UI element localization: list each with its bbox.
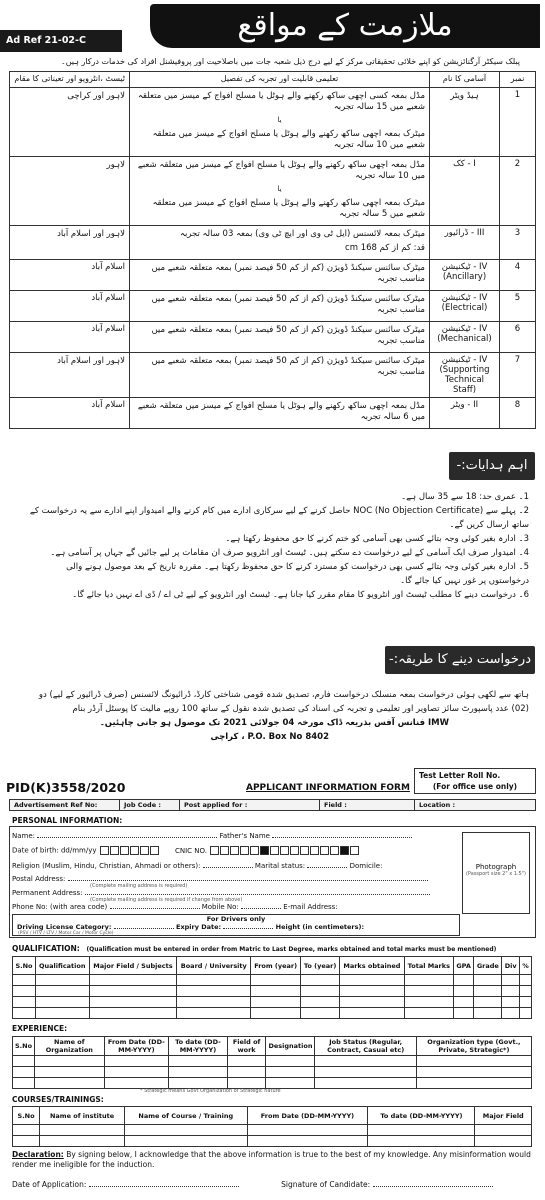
job-location: اسلام آباد xyxy=(10,322,130,353)
course-cell[interactable] xyxy=(368,1125,475,1136)
job-row xyxy=(10,398,536,429)
jobs-table-header xyxy=(10,72,536,88)
experience-cell[interactable] xyxy=(315,1078,416,1089)
qualification-line: مڈل بمعہ اچھی ساکھ رکھنے والے ہوٹل یا مسلح افواج کے میسز میں متعلقہ شعبے میں 6 سالہ تجربہ xyxy=(137,401,425,422)
qualification-cell[interactable] xyxy=(404,1008,453,1019)
declaration-text: By signing below, I acknowledge that the above information is true to the best of my knowledge. Any misinformation would render me ineligible for the induction. xyxy=(12,1150,531,1169)
experience-col: Name of Organization xyxy=(35,1037,105,1056)
experience-col: Field of work xyxy=(227,1037,266,1056)
qualification-cell[interactable] xyxy=(89,997,177,1008)
job-row xyxy=(10,157,536,226)
field-field[interactable]: Field : xyxy=(320,800,415,810)
courses-heading: COURSES/TRAININGS: xyxy=(12,1095,104,1104)
qualification-col: Grade xyxy=(474,957,502,975)
experience-row xyxy=(13,1056,532,1067)
job-qualification xyxy=(130,291,430,322)
job-code-field[interactable]: Job Code : xyxy=(120,800,180,810)
job-number: 1 xyxy=(500,88,536,157)
job-post: کک - I xyxy=(430,157,500,226)
experience-cell[interactable] xyxy=(416,1078,531,1089)
qualification-cell[interactable] xyxy=(251,975,301,986)
date-label: Date of Application: xyxy=(12,1180,87,1189)
qualification-line: میٹرک بمعہ اچھی ساکھ رکھنے والے ہوٹل یا مسلح افواج کے میسز میں متعلقہ شعبے میں 5 سالہ تجربہ xyxy=(152,198,425,219)
experience-cell[interactable] xyxy=(266,1078,315,1089)
experience-cell[interactable] xyxy=(104,1056,169,1067)
qualification-col: S.No xyxy=(13,957,36,975)
job-number: 3 xyxy=(500,226,536,260)
apply-text xyxy=(24,688,529,744)
qualification-cell[interactable] xyxy=(251,997,301,1008)
qualification-cell[interactable] xyxy=(13,1008,36,1019)
job-post: ٹیکنیشن - IV (Mechanical) xyxy=(430,322,500,353)
course-cell[interactable] xyxy=(125,1125,248,1136)
name-input[interactable] xyxy=(37,837,217,838)
job-qualification xyxy=(130,322,430,353)
apply-pobox: P.O. Box No 8402 ، کراچی xyxy=(210,732,329,742)
qualification-cell[interactable] xyxy=(453,975,473,986)
course-col: Major Field xyxy=(475,1107,532,1125)
qualification-cell[interactable] xyxy=(89,975,177,986)
job-number: 4 xyxy=(500,260,536,291)
experience-cell[interactable] xyxy=(13,1078,35,1089)
job-number: 8 xyxy=(500,398,536,429)
experience-cell[interactable] xyxy=(13,1056,35,1067)
qualification-cell[interactable] xyxy=(340,975,405,986)
qualification-line: میٹرک سائنس سیکنڈ ڈویژن (کم از کم 50 فیصد نمبر) بمعہ متعلقہ شعبے میں مناسب تجربہ xyxy=(151,356,425,377)
course-col: From Date (DD-MM-YYYY) xyxy=(247,1107,368,1125)
qualification-cell[interactable] xyxy=(502,986,520,997)
job-post: ہیڈ ویٹر xyxy=(430,88,500,157)
name-row xyxy=(12,832,442,840)
license-cat-label: Driving License Category: xyxy=(17,923,112,931)
qualification-cell[interactable] xyxy=(35,986,89,997)
experience-col: Organization type (Govt., Private, Strategic*) xyxy=(416,1037,531,1056)
qualification-cell[interactable] xyxy=(35,997,89,1008)
experience-cell[interactable] xyxy=(227,1078,266,1089)
course-col: To date (DD-MM-YYYY) xyxy=(368,1107,475,1125)
post-applied-field[interactable]: Post applied for : xyxy=(180,800,320,810)
course-col: S.No xyxy=(13,1107,40,1125)
qualification-cell[interactable] xyxy=(89,1008,177,1019)
ad-ref: Ad Ref 21-02-C xyxy=(0,30,122,52)
religion-row xyxy=(12,862,442,870)
job-number: 6 xyxy=(500,322,536,353)
drivers-only-label: For Drivers only xyxy=(206,915,266,923)
experience-row xyxy=(13,1067,532,1078)
experience-cell[interactable] xyxy=(315,1067,416,1078)
qualification-line: مڈل بمعہ اچھی ساکھ رکھنے والے ہوٹل یا مسلح افواج کے میسز میں متعلقہ شعبے میں 10 سالہ تجربہ xyxy=(137,160,425,181)
course-cell[interactable] xyxy=(475,1125,532,1136)
qualification-cell[interactable] xyxy=(301,997,340,1008)
qualification-cell[interactable] xyxy=(301,986,340,997)
experience-table xyxy=(12,1036,532,1089)
job-post: ٹیکنیشن - IV (Supporting Technical Staff) xyxy=(430,353,500,398)
qualification-cell[interactable] xyxy=(13,997,36,1008)
experience-cell[interactable] xyxy=(35,1056,105,1067)
qualification-line: میٹرک سائنس سیکنڈ ڈویژن (کم از کم 50 فیصد نمبر) بمعہ متعلقہ شعبے میں مناسب تجربہ xyxy=(151,263,425,284)
qualification-line: میٹرک بمعہ لائسنس (ایل ٹی وی اور ایچ ٹی وی) بمعہ 03 سالہ تجربہ xyxy=(179,229,425,239)
jobs-table xyxy=(9,71,536,429)
or-separator: یا xyxy=(277,185,282,193)
qualification-cell[interactable] xyxy=(502,997,520,1008)
permanent-hint: (Complete mailing address is required if change from above) xyxy=(90,897,243,903)
experience-cell[interactable] xyxy=(104,1067,169,1078)
dob-row xyxy=(12,846,442,855)
job-row xyxy=(10,291,536,322)
course-cell[interactable] xyxy=(247,1136,368,1147)
qualification-row xyxy=(13,986,532,997)
col-location: ٹیسٹ ،انٹرویو اور تعیناتی کا مقام xyxy=(10,72,130,88)
instructions-list xyxy=(24,490,529,602)
job-row xyxy=(10,88,536,157)
form-title: APPLICANT INFORMATION FORM xyxy=(246,783,410,793)
course-cell[interactable] xyxy=(475,1136,532,1147)
phone-row xyxy=(12,903,442,911)
qualification-cell[interactable] xyxy=(453,997,473,1008)
qualification-cell[interactable] xyxy=(404,986,453,997)
qualification-cell[interactable] xyxy=(251,986,301,997)
marital-input[interactable] xyxy=(307,867,347,868)
or-separator: یا xyxy=(277,116,282,124)
experience-cell[interactable] xyxy=(35,1067,105,1078)
job-location: اسلام آباد xyxy=(10,260,130,291)
job-location: لاہور اور اسلام آباد xyxy=(10,226,130,260)
permanent-label: Permanent Address: xyxy=(12,889,83,897)
instruction-item: 1۔ عمری حد: 18 سے 35 سال ہے۔ xyxy=(401,492,529,502)
experience-header xyxy=(13,1037,532,1056)
permanent-input[interactable] xyxy=(85,894,430,895)
job-post: ڈرائیور - III xyxy=(430,226,500,260)
qualification-col: Div xyxy=(502,957,520,975)
qualification-cell[interactable] xyxy=(340,997,405,1008)
job-qualification xyxy=(130,157,430,226)
experience-cell[interactable] xyxy=(169,1067,228,1078)
religion-label: Religion (Muslim, Hindu, Christian, Ahmadi or others): xyxy=(12,862,201,870)
qualification-col: Major Field / Subjects xyxy=(89,957,177,975)
job-qualification xyxy=(130,353,430,398)
course-cell[interactable] xyxy=(247,1125,368,1136)
test-roll-box[interactable] xyxy=(414,768,536,794)
qualification-cell[interactable] xyxy=(519,975,531,986)
job-qualification xyxy=(130,398,430,429)
qualification-row xyxy=(13,1008,532,1019)
signature-input[interactable] xyxy=(373,1186,493,1187)
course-row xyxy=(13,1136,532,1147)
declaration xyxy=(12,1150,532,1170)
experience-col: Job Status (Regular, Contract, Casual etc) xyxy=(315,1037,416,1056)
qualification-cell[interactable] xyxy=(519,986,531,997)
qualification-header xyxy=(13,957,532,975)
job-row xyxy=(10,353,536,398)
page-title: ملازمت کے مواقع xyxy=(150,4,540,48)
qualification-cell[interactable] xyxy=(502,975,520,986)
qualification-cell[interactable] xyxy=(474,975,502,986)
qualification-cell[interactable] xyxy=(251,1008,301,1019)
instructions-heading: اہم ہدایات:- xyxy=(449,452,535,480)
col-qualification: تعلیمی قابلیت اور تجربہ کی تفصیل xyxy=(130,72,430,88)
job-location: لاہور اور کراچی xyxy=(10,88,130,157)
test-roll-label: Test Letter Roll No. xyxy=(419,771,501,780)
job-number: 5 xyxy=(500,291,536,322)
experience-cell[interactable] xyxy=(169,1056,228,1067)
qualification-col: Qualification xyxy=(35,957,89,975)
instruction-item: 3۔ ادارہ بغیر کوئی وجہ بتائے کسی بھی آسامی کو ختم کرنے کا حق محفوظ رکھتا ہے۔ xyxy=(225,534,529,544)
qualification-col: From (year) xyxy=(251,957,301,975)
drivers-row xyxy=(13,923,459,931)
experience-note: * Strategic means Govt Organization of Strategic nature xyxy=(140,1088,281,1094)
experience-heading: EXPERIENCE: xyxy=(12,1024,68,1033)
mobile-input[interactable] xyxy=(241,908,281,909)
apply-heading: درخواست دینے کا طریقہ:- xyxy=(385,646,535,674)
photo-box[interactable] xyxy=(462,832,530,914)
religion-input[interactable] xyxy=(203,867,253,868)
domicile-label: Domicile: xyxy=(349,862,383,870)
qualification-row xyxy=(13,975,532,986)
location-field[interactable]: Location : xyxy=(419,801,456,809)
qualification-cell[interactable] xyxy=(404,997,453,1008)
qualification-cell[interactable] xyxy=(404,975,453,986)
job-location: اسلام آباد xyxy=(10,398,130,429)
qualification-title: QUALIFICATION: xyxy=(12,944,80,953)
qualification-cell[interactable] xyxy=(13,986,36,997)
job-post: ٹیکنیشن - IV (Electrical) xyxy=(430,291,500,322)
ad-ref-field[interactable]: Advertisement Ref No: xyxy=(10,800,120,810)
job-post: ٹیکنیشن - IV (Ancillary) xyxy=(430,260,500,291)
form-top-bar xyxy=(9,799,536,811)
dob-cells[interactable] xyxy=(99,847,159,855)
mobile-label: Mobile No: xyxy=(201,903,239,911)
qualification-table xyxy=(12,956,532,1019)
experience-cell[interactable] xyxy=(227,1067,266,1078)
postal-hint: (Complete mailing address is required) xyxy=(90,883,188,889)
qualification-cell[interactable] xyxy=(35,975,89,986)
qualification-cell[interactable] xyxy=(474,997,502,1008)
course-cell[interactable] xyxy=(368,1136,475,1147)
course-cell[interactable] xyxy=(13,1136,40,1147)
phone-input[interactable] xyxy=(110,908,200,909)
qualification-cell[interactable] xyxy=(453,1008,473,1019)
course-cell[interactable] xyxy=(40,1136,125,1147)
qualification-cell[interactable] xyxy=(177,975,251,986)
experience-cell[interactable] xyxy=(416,1056,531,1067)
office-use-label: (For office use only) xyxy=(432,782,518,791)
experience-cell[interactable] xyxy=(416,1067,531,1078)
qualification-col: % xyxy=(519,957,531,975)
qualification-line: میٹرک بمعہ اچھی ساکھ رکھنے والے ہوٹل یا مسلح افواج کے میسز میں متعلقہ شعبے میں 10 سالہ تجربہ xyxy=(152,129,425,150)
date-input[interactable] xyxy=(89,1186,239,1187)
experience-col: Designation xyxy=(266,1037,315,1056)
declaration-label: Declaration: xyxy=(12,1150,64,1159)
qualification-col: To (year) xyxy=(301,957,340,975)
qualification-cell[interactable] xyxy=(13,975,36,986)
experience-cell[interactable] xyxy=(266,1067,315,1078)
experience-cell[interactable] xyxy=(315,1056,416,1067)
course-cell[interactable] xyxy=(13,1125,40,1136)
job-number: 7 xyxy=(500,353,536,398)
job-location: لاہور اور اسلام آباد xyxy=(10,353,130,398)
photo-label: Photograph xyxy=(475,863,517,871)
experience-col: From Date (DD-MM-YYYY) xyxy=(104,1037,169,1056)
qualification-cell[interactable] xyxy=(340,1008,405,1019)
qualification-cell[interactable] xyxy=(519,997,531,1008)
experience-row xyxy=(13,1078,532,1089)
course-cell[interactable] xyxy=(125,1136,248,1147)
job-location: اسلام آباد xyxy=(10,291,130,322)
fathers-name-input[interactable] xyxy=(272,837,412,838)
postal-input[interactable] xyxy=(68,880,428,881)
qualification-cell[interactable] xyxy=(177,1008,251,1019)
job-qualification xyxy=(130,88,430,157)
expiry-label: Expiry Date: xyxy=(176,923,222,931)
qualification-cell[interactable] xyxy=(35,1008,89,1019)
courses-table xyxy=(12,1106,532,1147)
instruction-item: 2۔ پہلے سے NOC (No Objection Certificate) حاصل کرنے کے لیے سرکاری ادارے میں کام کرنے والے امیدوار اپنے ادارے سے یہ درخواست کے ساتھ ارسال کریں گے۔ xyxy=(29,506,529,530)
instruction-item: 5۔ ادارہ بغیر کوئی وجہ بتائے کسی بھی درخواست کو مسترد کرنے کا حق محفوظ رکھتا ہے۔ مقررہ تاریخ کے بعد موصول ہونے والی درخواستوں پر غور نہیں کیا جائے گا۔ xyxy=(66,562,529,586)
qualification-line: میٹرک سائنس سیکنڈ ڈویژن (کم از کم 50 فیصد نمبر) بمعہ متعلقہ شعبے میں مناسب تجربہ xyxy=(151,325,425,346)
email-label: E-mail Address: xyxy=(283,903,338,911)
job-location: لاہور xyxy=(10,157,130,226)
job-qualification xyxy=(130,260,430,291)
experience-col: S.No xyxy=(13,1037,35,1056)
qualification-heading xyxy=(12,944,537,953)
license-cat-input[interactable] xyxy=(114,928,174,929)
col-number: نمبر xyxy=(500,72,536,88)
cnic-cells[interactable] xyxy=(209,847,359,855)
course-col: Name of institute xyxy=(40,1107,125,1125)
height-label: Height (in centimeters): xyxy=(275,923,365,931)
qualification-line: مڈل بمعہ کسی اچھی ساکھ رکھنے والے ہوٹل یا مسلح افواج کے میسز میں متعلقہ شعبے میں 15 سالہ تجربہ xyxy=(137,91,425,112)
instruction-item: 6۔ درخواست دینے کا مطلب ٹیسٹ اور انٹرویو کا مقام مقرر کیا جانا ہے۔ ٹیسٹ اور انٹرویو کے لیے ٹی اے / ڈی اے نہیں دیا جائے گا۔ xyxy=(72,590,529,600)
col-post: آسامی کا نام xyxy=(430,72,500,88)
experience-cell[interactable] xyxy=(13,1067,35,1078)
postal-row xyxy=(12,875,442,883)
job-row xyxy=(10,260,536,291)
marital-label: Marital status: xyxy=(254,862,306,870)
qualification-cell[interactable] xyxy=(177,986,251,997)
course-row xyxy=(13,1125,532,1136)
qualification-cell[interactable] xyxy=(301,1008,340,1019)
postal-label: Postal Address: xyxy=(12,875,66,883)
qualification-cell[interactable] xyxy=(89,986,177,997)
pid-number: PID(K)3558/2020 xyxy=(6,780,126,795)
experience-col: To date (DD-MM-YYYY) xyxy=(169,1037,228,1056)
qualification-cell[interactable] xyxy=(519,1008,531,1019)
qualification-note: (Qualification must be entered in order from Matric to Last Degree, marks obtained and total marks must be mentioned) xyxy=(86,946,497,953)
job-qualification xyxy=(130,226,430,260)
instruction-item: 4۔ امیدوار صرف ایک آسامی کے لیے درخواست دے سکتے ہیں۔ ٹیسٹ اور انٹرویو صرف ان مقامات پر لیے جائیں گے جہاں پر آسامی ہے۔ xyxy=(50,548,529,558)
qualification-line: میٹرک سائنس سیکنڈ ڈویژن (کم از کم 50 فیصد نمبر) بمعہ متعلقہ شعبے میں مناسب تجربہ xyxy=(151,294,425,315)
qualification-cell[interactable] xyxy=(474,1008,502,1019)
qualification-col: Total Marks xyxy=(404,957,453,975)
name-label: Name: xyxy=(12,832,36,840)
experience-cell[interactable] xyxy=(227,1056,266,1067)
dob-label: Date of birth: dd/mm/yy xyxy=(12,846,97,855)
signature-row xyxy=(12,1180,532,1189)
qualification-cell[interactable] xyxy=(301,975,340,986)
permanent-row xyxy=(12,889,442,897)
qualification-cell[interactable] xyxy=(474,986,502,997)
intro-text: پبلک سیکٹر آرگنائزیشن کو اپنے خلائی تحقیقاتی مرکز کے لیے درج ذیل شعبہ جات میں باصلاحیت اور پروفیشنل افراد کی خدمات درکار ہیں۔ xyxy=(61,57,520,66)
signature-label: Signature of Candidate: xyxy=(281,1180,371,1189)
qualification-col: GPA xyxy=(453,957,473,975)
cnic-label: CNIC NO. xyxy=(174,846,207,855)
qualification-col: Marks obtained xyxy=(340,957,405,975)
job-post: ویٹر - II xyxy=(430,398,500,429)
job-row xyxy=(10,226,536,260)
personal-heading: PERSONAL INFORMATION: xyxy=(12,816,123,825)
job-number: 2 xyxy=(500,157,536,226)
license-hint: (PSV / HTV / LTV / Motor Car / Motor Cycle) xyxy=(18,931,114,936)
qualification-line: قد: کم از کم 168 cm xyxy=(345,243,425,253)
experience-cell[interactable] xyxy=(266,1056,315,1067)
qualification-cell[interactable] xyxy=(502,1008,520,1019)
qualification-cell[interactable] xyxy=(177,997,251,1008)
course-col: Name of Course / Training xyxy=(125,1107,248,1125)
apply-deadline: IMW فنانس آفس بذریعہ ڈاک مورخہ 04 جولائی 2021 تک موصول ہو جانی چاہئیں۔ xyxy=(99,718,449,728)
experience-cell[interactable] xyxy=(104,1078,169,1089)
qualification-cell[interactable] xyxy=(340,986,405,997)
expiry-input[interactable] xyxy=(223,928,273,929)
qualification-row xyxy=(13,997,532,1008)
apply-body: ہاتھ سے لکھی ہوئی درخواست بمعہ منسلک درخواست فارم، تصدیق شدہ قومی شناختی کارڈ، ڈرائیونگ لائسنس (صرف ڈرائیور کے لیے) دو (02) عدد پاسپورٹ سائز تصاویر اور تعلیمی و تجربہ کی اسناد کی تصدیق شدہ نقول کے ساتھ 100 روپے مالیت کا پوسٹل آرڈر بنام xyxy=(38,690,529,714)
courses-header xyxy=(13,1107,532,1125)
job-row xyxy=(10,322,536,353)
qualification-col: Board / University xyxy=(177,957,251,975)
fathers-name-label: Father's Name xyxy=(219,832,270,840)
qualification-cell[interactable] xyxy=(453,986,473,997)
experience-cell[interactable] xyxy=(169,1078,228,1089)
photo-hint: (Passport size 2" x 1.5") xyxy=(466,871,526,877)
phone-label: Phone No: (with area code) xyxy=(12,903,108,911)
experience-cell[interactable] xyxy=(35,1078,105,1089)
course-cell[interactable] xyxy=(40,1125,125,1136)
